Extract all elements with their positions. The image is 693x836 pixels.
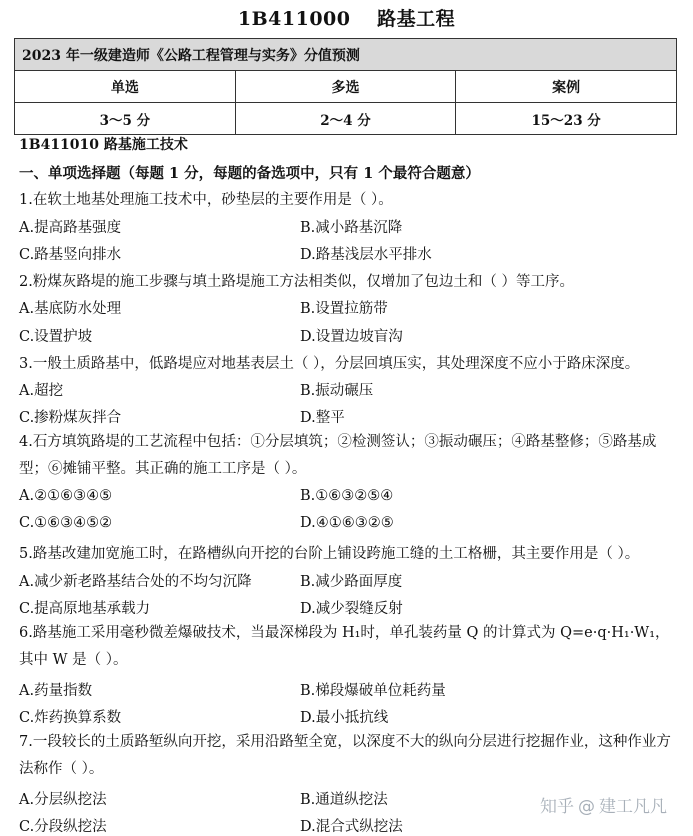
question-option: D.混合式纵挖法 bbox=[300, 819, 403, 835]
question-option: B.①⑥③②⑤④ bbox=[300, 488, 394, 504]
question-option: B.振动碾压 bbox=[300, 383, 374, 399]
question-option: D.路基浅层水平排水 bbox=[300, 247, 432, 263]
table-caption: 2023 年一级建造师《公路工程管理与实务》分值预测 bbox=[15, 39, 677, 71]
question-option: A.分层纵挖法 bbox=[19, 792, 107, 808]
watermark-at: @ bbox=[578, 797, 595, 817]
table-value-multiple-choice: 2～4 分 bbox=[235, 103, 456, 135]
table-header-multiple-choice: 多选 bbox=[235, 71, 456, 103]
question-stem: 6.路基施工采用毫秒微差爆破技术，当最深梯段为 H₁时，单孔装药量 Q 的计算式为 Q=e·q·H₁·W₁，其中 W 是（ ）。 bbox=[19, 625, 670, 668]
table-value-case: 15～23 分 bbox=[456, 103, 677, 135]
question-option: A.减少新老路基结合处的不均匀沉降 bbox=[19, 574, 252, 590]
question-option: C.分段纵挖法 bbox=[19, 819, 107, 835]
question-stem: 4.石方填筑路堤的工艺流程中包括：①分层填筑；②检测签认；③振动碾压；④路基整修；⑤路基成型；⑥摊铺平整。其正确的施工工序是（ ）。 bbox=[19, 434, 657, 477]
question-option: A.②①⑥③④⑤ bbox=[19, 488, 113, 504]
question-option: A.药量指数 bbox=[19, 683, 93, 699]
question-option: A.提高路基强度 bbox=[19, 220, 122, 236]
section-heading: 一、单项选择题（每题 1 分，每题的备选项中，只有 1 个最符合题意） bbox=[19, 165, 480, 182]
question-option: C.掺粉煤灰拌合 bbox=[19, 410, 122, 426]
question-option: B.减少路面厚度 bbox=[300, 574, 403, 590]
question-option: D.减少裂缝反射 bbox=[300, 601, 403, 617]
question-stem: 3.一般土质路基中，低路堤应对地基表层土（ ），分层回填压实，其处理深度不应小于路床深度。 bbox=[19, 356, 640, 372]
document-title: 1B411000 路基工程 bbox=[237, 8, 456, 30]
question-option: D.设置边坡盲沟 bbox=[300, 329, 403, 345]
watermark-author: 建工凡凡 bbox=[599, 797, 667, 817]
table-value-single-choice: 3～5 分 bbox=[15, 103, 236, 135]
question-option: A.基底防水处理 bbox=[19, 301, 122, 317]
question-option: C.提高原地基承载力 bbox=[19, 601, 151, 617]
question-option: B.减小路基沉降 bbox=[300, 220, 403, 236]
question-stem: 1.在软土地基处理施工技术中，砂垫层的主要作用是（ ）。 bbox=[19, 192, 393, 208]
table-header-case: 案例 bbox=[456, 71, 677, 103]
section-code: 1B411010 路基施工技术 bbox=[19, 137, 188, 153]
question-option: C.①⑥③④⑤② bbox=[19, 515, 113, 531]
question-option: B.通道纵挖法 bbox=[300, 792, 388, 808]
question-option: D.最小抵抗线 bbox=[300, 710, 389, 726]
question-option: B.梯段爆破单位耗药量 bbox=[300, 683, 446, 699]
score-prediction-table bbox=[14, 38, 677, 135]
question-option: B.设置拉筋带 bbox=[300, 301, 388, 317]
question-option: C.炸药换算系数 bbox=[19, 710, 122, 726]
zhihu-watermark bbox=[540, 792, 667, 817]
question-option: C.设置护坡 bbox=[19, 329, 93, 345]
question-stem: 5.路基改建加宽施工时，在路槽纵向开挖的台阶上铺设跨施工缝的土工格栅，其主要作用是（ ）。 bbox=[19, 546, 640, 562]
question-option: D.整平 bbox=[300, 410, 345, 426]
table-header-single-choice: 单选 bbox=[15, 71, 236, 103]
question-option: C.路基竖向排水 bbox=[19, 247, 122, 263]
question-option: A.超挖 bbox=[19, 383, 64, 399]
question-stem: 7.一段较长的土质路堑纵向开挖，采用沿路堑全宽，以深度不大的纵向分层进行挖掘作业，这种作业方法称作（ ）。 bbox=[19, 734, 671, 777]
watermark-site: 知乎 bbox=[540, 797, 574, 817]
question-option: D.④①⑥③②⑤ bbox=[300, 515, 394, 531]
question-stem: 2.粉煤灰路堤的施工步骤与填土路堤施工方法相类似，仅增加了包边土和（ ）等工序。 bbox=[19, 274, 574, 290]
